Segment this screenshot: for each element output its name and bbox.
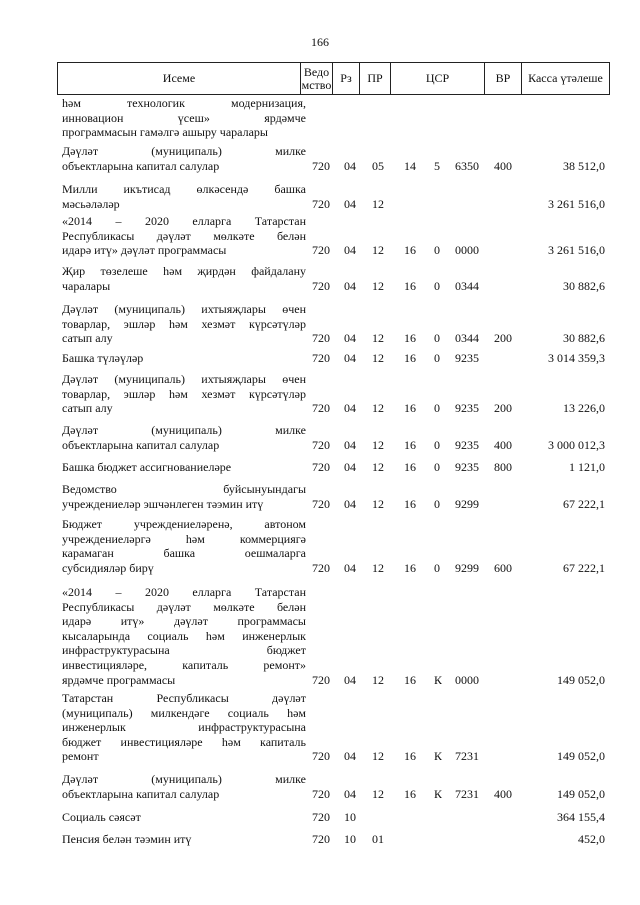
cell-csr3: 0344 xyxy=(455,278,479,293)
cell-kassa: 364 155,4 xyxy=(557,810,605,824)
row-name-line: карамаган башка оешмаларга xyxy=(62,546,306,561)
cell-vr: 400 xyxy=(494,158,512,173)
cell-rz: 10 xyxy=(344,810,356,824)
table-header xyxy=(57,62,610,95)
row-name-line: Татарстан Республикасы дәүләт xyxy=(62,691,306,705)
row-name-line: инженерлык инфраструктурасына xyxy=(62,720,306,735)
cell-pr: 12 xyxy=(372,496,384,511)
cell-csr2: 0 xyxy=(434,351,440,365)
cell-kassa: 452,0 xyxy=(578,832,605,846)
cell-csr2: 0 xyxy=(434,460,440,474)
row-name xyxy=(62,832,306,847)
row-name-line: ремонт xyxy=(62,749,99,764)
cell-kassa: 3 014 359,3 xyxy=(548,351,605,365)
cell-pr: 12 xyxy=(372,196,384,211)
row-name-line: Башка түләүләр xyxy=(62,351,144,365)
cell-csr1: 16 xyxy=(404,243,416,258)
row-name-line: Дәүләт (муниципаль) ихтыяҗлары өчен xyxy=(62,302,306,316)
cell-csr3: 0000 xyxy=(455,672,479,687)
cell-pr: 12 xyxy=(372,749,384,764)
row-name-line: Дәүләт (муниципаль) ихтыяҗлары өчен xyxy=(62,372,306,386)
cell-ved: 720 xyxy=(312,672,330,687)
table-row xyxy=(57,302,610,346)
row-name-line: Дәүләт (муниципаль) милке xyxy=(62,144,306,158)
cell-kassa: 38 512,0 xyxy=(563,158,605,173)
row-name xyxy=(62,214,306,258)
cell-kassa: 30 882,6 xyxy=(563,331,605,346)
cell-ved: 720 xyxy=(312,351,330,365)
row-name-line: чаралары xyxy=(62,278,111,293)
row-name xyxy=(62,351,306,366)
row-name-line: Ведомство буйсынуындагы xyxy=(62,482,306,496)
cell-rz: 04 xyxy=(344,351,356,365)
cell-pr: 12 xyxy=(372,786,384,801)
cell-ved: 720 xyxy=(312,331,330,346)
cell-kassa: 67 222,1 xyxy=(563,560,605,575)
cell-csr3: 9235 xyxy=(455,460,479,474)
cell-csr2: К xyxy=(434,786,443,801)
page-number: 166 xyxy=(311,35,329,49)
cell-csr3: 9299 xyxy=(455,560,479,575)
cell-csr2: 0 xyxy=(434,496,440,511)
row-name-line: Дәүләт (муниципаль) милке xyxy=(62,772,306,786)
cell-csr3: 9299 xyxy=(455,496,479,511)
cell-csr1: 16 xyxy=(404,437,416,452)
cell-csr3: 6350 xyxy=(455,158,479,173)
cell-csr2: 0 xyxy=(434,331,440,346)
cell-kassa: 149 052,0 xyxy=(557,749,605,764)
cell-kassa: 30 882,6 xyxy=(563,278,605,293)
row-name xyxy=(62,585,306,687)
row-name-line: сатып алу xyxy=(62,331,113,346)
cell-pr: 12 xyxy=(372,460,384,474)
row-name xyxy=(62,810,306,825)
table-row xyxy=(57,482,610,511)
header-pr: ПР xyxy=(359,62,391,95)
row-name-line: объектларына капитал салулар xyxy=(62,437,220,452)
cell-csr1: 16 xyxy=(404,749,416,764)
row-name xyxy=(62,264,306,293)
header-vr: ВР xyxy=(484,62,522,95)
row-name-line: Бюджет учреждениеләренә, автоном xyxy=(62,517,306,531)
row-name-line: кысаларында социаль һәм инженерлык xyxy=(62,628,306,643)
row-name-line: һәм технологик модернизация, xyxy=(62,96,306,110)
cell-csr1: 16 xyxy=(404,278,416,293)
row-name-line: мәсьәләләр xyxy=(62,196,120,211)
cell-kassa: 149 052,0 xyxy=(557,672,605,687)
row-name xyxy=(62,302,306,346)
cell-kassa: 3 000 012,3 xyxy=(548,437,605,452)
header-csr: ЦСР xyxy=(390,62,485,95)
cell-csr3: 9235 xyxy=(455,437,479,452)
cell-csr1: 14 xyxy=(404,158,416,173)
header-name: Исеме xyxy=(57,62,301,95)
table-row xyxy=(57,517,610,575)
cell-ved: 720 xyxy=(312,810,330,824)
row-name xyxy=(62,423,306,452)
cell-rz: 04 xyxy=(344,278,356,293)
cell-rz: 04 xyxy=(344,331,356,346)
cell-csr2: 0 xyxy=(434,560,440,575)
table-row xyxy=(57,182,610,211)
cell-kassa: 67 222,1 xyxy=(563,496,605,511)
cell-pr: 12 xyxy=(372,672,384,687)
row-name-line: Социаль сәясәт xyxy=(62,810,141,824)
cell-csr1: 16 xyxy=(404,496,416,511)
header-rz: Рз xyxy=(332,62,360,95)
cell-ved: 720 xyxy=(312,749,330,764)
cell-rz: 04 xyxy=(344,672,356,687)
cell-csr1: 16 xyxy=(404,351,416,365)
cell-kassa: 1 121,0 xyxy=(569,460,605,474)
cell-ved: 720 xyxy=(312,196,330,211)
cell-csr3: 9235 xyxy=(455,401,479,416)
cell-rz: 04 xyxy=(344,196,356,211)
cell-kassa: 3 261 516,0 xyxy=(548,243,605,258)
cell-csr2: К xyxy=(434,672,443,687)
cell-pr: 12 xyxy=(372,401,384,416)
row-name-line: инфраструктурасына бюджет xyxy=(62,643,306,658)
row-name xyxy=(62,772,306,801)
cell-ved: 720 xyxy=(312,786,330,801)
row-name-line: инвестицияләре, капиталь ремонт» xyxy=(62,657,306,672)
table-row xyxy=(57,96,610,140)
cell-ved: 720 xyxy=(312,560,330,575)
cell-pr: 01 xyxy=(372,832,384,846)
cell-rz: 04 xyxy=(344,437,356,452)
row-name xyxy=(62,517,306,575)
cell-ved: 720 xyxy=(312,832,330,846)
cell-ved: 720 xyxy=(312,243,330,258)
cell-csr1: 16 xyxy=(404,786,416,801)
cell-csr3: 0000 xyxy=(455,243,479,258)
cell-csr2: К xyxy=(434,749,443,764)
table-row xyxy=(57,691,610,764)
cell-kassa: 149 052,0 xyxy=(557,786,605,801)
row-name xyxy=(62,691,306,764)
cell-vr: 200 xyxy=(494,331,512,346)
row-name-line: идарә итү» дәүләт программасы xyxy=(62,614,306,629)
row-name-line: программасын гамәлгә ашыру чаралары xyxy=(62,125,268,140)
row-name-line: Республикасы дәүләт мөлкәте белән xyxy=(62,599,306,614)
cell-csr2: 0 xyxy=(434,437,440,452)
table-row xyxy=(57,810,610,825)
cell-rz: 10 xyxy=(344,832,356,846)
cell-csr3: 7231 xyxy=(455,749,479,764)
table-row xyxy=(57,372,610,416)
cell-kassa: 13 226,0 xyxy=(563,401,605,416)
row-name-line: Җир төзелеше һәм җирдән файдалану xyxy=(62,264,306,278)
cell-csr2: 5 xyxy=(434,158,440,173)
cell-csr1: 16 xyxy=(404,560,416,575)
cell-pr: 12 xyxy=(372,351,384,365)
row-name xyxy=(62,460,306,475)
cell-rz: 04 xyxy=(344,496,356,511)
cell-csr1: 16 xyxy=(404,460,416,474)
cell-vr: 200 xyxy=(494,401,512,416)
row-name-line: идарә итү» дәүләт программасы xyxy=(62,243,227,258)
table-row xyxy=(57,460,610,475)
cell-rz: 04 xyxy=(344,749,356,764)
cell-csr2: 0 xyxy=(434,401,440,416)
row-name-line: Милли икътисад өлкәсендә башка xyxy=(62,182,306,196)
table-row xyxy=(57,832,610,847)
table-row xyxy=(57,144,610,173)
table-row xyxy=(57,585,610,687)
row-name-line: субсидияләр бирү xyxy=(62,560,154,575)
cell-csr2: 0 xyxy=(434,278,440,293)
row-name-line: «2014 – 2020 елларга Татарстан xyxy=(62,585,306,599)
row-name-line: Башка бюджет ассигнованиеләре xyxy=(62,460,232,474)
cell-pr: 12 xyxy=(372,560,384,575)
cell-ved: 720 xyxy=(312,278,330,293)
header-kassa: Касса үтәлеше xyxy=(521,62,610,95)
row-name-line: ярдәмче программасы xyxy=(62,672,176,687)
cell-pr: 12 xyxy=(372,437,384,452)
table-row xyxy=(57,264,610,293)
row-name xyxy=(62,96,306,140)
cell-csr1: 16 xyxy=(404,331,416,346)
cell-csr2: 0 xyxy=(434,243,440,258)
table-row xyxy=(57,423,610,452)
cell-pr: 12 xyxy=(372,331,384,346)
row-name-line: Пенсия белән тәэмин итү xyxy=(62,832,192,846)
row-name-line: Дәүләт (муниципаль) милке xyxy=(62,423,306,437)
cell-ved: 720 xyxy=(312,401,330,416)
table-row xyxy=(57,214,610,258)
row-name-line: учреждениеләр эшчәнлеген тәэмин итү xyxy=(62,496,264,511)
cell-vr: 600 xyxy=(494,560,512,575)
cell-vr: 400 xyxy=(494,786,512,801)
cell-pr: 05 xyxy=(372,158,384,173)
row-name-line: учреждениеләргә һәм коммерциягә xyxy=(62,531,306,546)
cell-rz: 04 xyxy=(344,560,356,575)
row-name-line: бюджет инвестицияләре һәм капиталь xyxy=(62,734,306,749)
cell-ved: 720 xyxy=(312,158,330,173)
row-name-line: товарлар, эшләр һәм хезмәт күрсәтүләр xyxy=(62,316,306,331)
cell-vr: 800 xyxy=(494,460,512,474)
row-name xyxy=(62,144,306,173)
cell-ved: 720 xyxy=(312,437,330,452)
cell-ved: 720 xyxy=(312,496,330,511)
table-row xyxy=(57,772,610,801)
row-name xyxy=(62,372,306,416)
row-name-line: объектларына капитал салулар xyxy=(62,158,220,173)
row-name-line: (муниципаль) милкендәге социаль һәм xyxy=(62,705,306,720)
cell-csr3: 0344 xyxy=(455,331,479,346)
row-name xyxy=(62,482,306,511)
header-ved: Ведо мство xyxy=(300,62,333,95)
cell-csr3: 7231 xyxy=(455,786,479,801)
cell-rz: 04 xyxy=(344,460,356,474)
cell-rz: 04 xyxy=(344,401,356,416)
cell-rz: 04 xyxy=(344,158,356,173)
cell-rz: 04 xyxy=(344,243,356,258)
row-name-line: сатып алу xyxy=(62,401,113,416)
row-name-line: инновацион үсеш» ярдәмче xyxy=(62,110,306,125)
cell-pr: 12 xyxy=(372,243,384,258)
table-row xyxy=(57,351,610,366)
row-name xyxy=(62,182,306,211)
cell-rz: 04 xyxy=(344,786,356,801)
cell-vr: 400 xyxy=(494,437,512,452)
cell-pr: 12 xyxy=(372,278,384,293)
cell-csr1: 16 xyxy=(404,672,416,687)
cell-csr1: 16 xyxy=(404,401,416,416)
row-name-line: Республикасы дәүләт мөлкәте белән xyxy=(62,228,306,243)
row-name-line: объектларына капитал салулар xyxy=(62,786,220,801)
cell-csr3: 9235 xyxy=(455,351,479,365)
row-name-line: «2014 – 2020 елларга Татарстан xyxy=(62,214,306,228)
cell-kassa: 3 261 516,0 xyxy=(548,196,605,211)
row-name-line: товарлар, эшләр һәм хезмәт күрсәтүләр xyxy=(62,386,306,401)
cell-ved: 720 xyxy=(312,460,330,474)
